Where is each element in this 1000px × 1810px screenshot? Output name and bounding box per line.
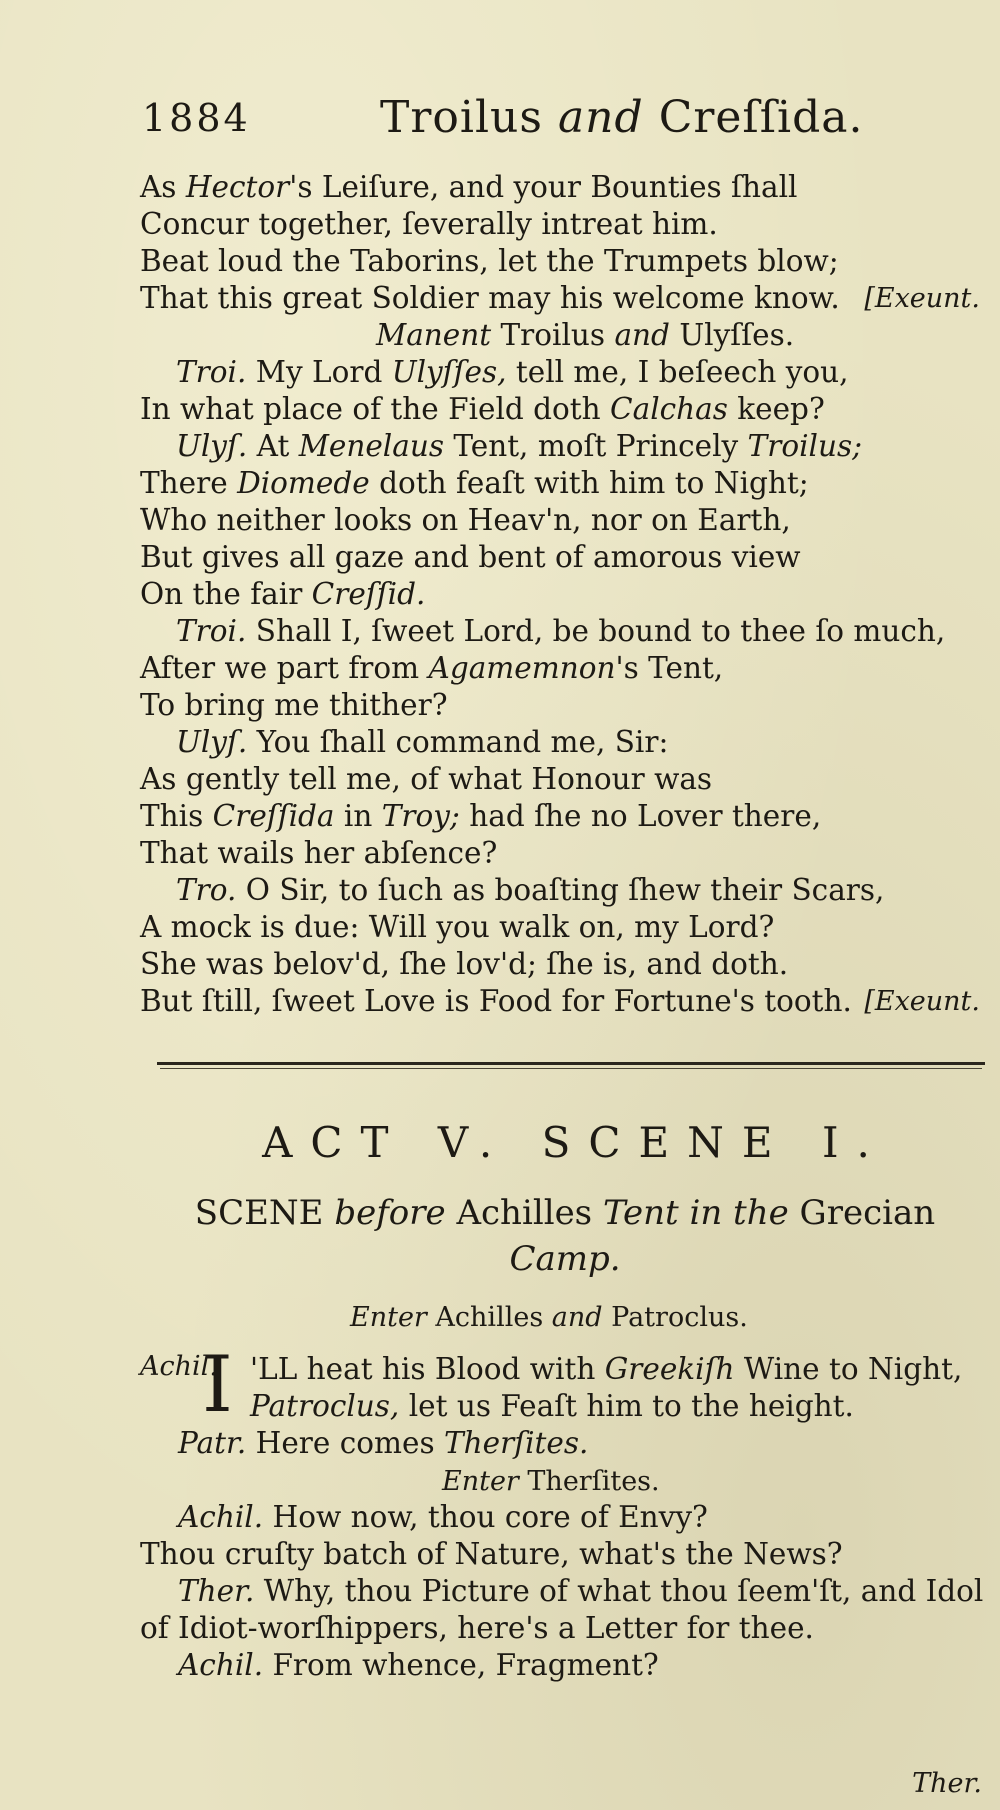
drop-cap: I [202,1340,233,1430]
prior-scene-text [140,170,980,1050]
speech-line: That wails her abſence? [140,836,498,870]
act-heading: ACT V. SCENE I. [262,1118,888,1167]
stage-direction-enter: Enter Achilles and Patroclus. [350,1302,748,1333]
verse-line: Beat loud the Taborins, let the Trumpets blow; [140,244,839,278]
page-number: 1884 [142,96,251,140]
stage-direction-manent: Manent Troilus and Ulyſſes. [376,318,795,352]
speech-line: As gently tell me, of what Honour was [140,762,713,796]
speech-line: Ther. Why, thou Picture of what thou ſeem'ſt, and Idol [178,1574,984,1608]
speech-line: Patr. Here comes Therſites. [178,1426,589,1460]
speech-line: Troi. My Lord Ulyſſes, tell me, I beſeech you, [176,355,849,389]
speech-line: This Creſſida in Troy; had ſhe no Lover there, [140,799,822,833]
verse-line: As Hector's Leiſure, and your Bounties ſhall [140,170,798,204]
speech-line: But ſtill, ſweet Love is Food for Fortune's tooth. [140,984,852,1018]
stage-direction-enter: Enter Therſites. [442,1466,660,1497]
speech-line: On the fair Creſſid. [140,577,426,611]
speech-line: A mock is due: Will you walk on, my Lord? [140,910,775,944]
speech-line: Achil. How now, thou core of Envy? [178,1500,708,1534]
exeunt-direction: [Exeunt. [864,986,980,1017]
section-rule-thin [160,1068,982,1069]
speech-line: Thou cruſty batch of Nature, what's the News? [140,1537,843,1571]
section-rule [157,1062,985,1065]
speech-line: There Diomede doth feaſt with him to Night; [140,466,809,500]
speech-line: 'LL heat his Blood with Greekiſh Wine to Night, [250,1352,963,1386]
speech-line: Troi. Shall I, ſweet Lord, be bound to thee ſo much, [176,614,946,648]
speech-line: of Idiot-worſhippers, here's a Letter for thee. [140,1611,814,1645]
verse-line: That this great Soldier may his welcome know. [140,281,840,315]
speaker-label: Achil. [140,1351,218,1382]
speech-line: To bring me thither? [140,688,448,722]
speech-line: But gives all gaze and bent of amorous view [140,540,801,574]
speech-line: Patroclus, let us Feaſt him to the height. [250,1389,854,1423]
exeunt-direction: [Exeunt. [864,283,980,314]
verse-line: Concur together, ſeverally intreat him. [140,207,718,241]
speech-line: Who neither looks on Heav'n, nor on Earth, [140,503,791,537]
speech-line: Achil. From whence, Fragment? [178,1648,659,1682]
speech-line: In what place of the Field doth Calchas keep? [140,392,825,426]
speech-line: Ulyſ. At Menelaus Tent, moſt Princely Troilus; [176,429,863,463]
speech-line: She was belov'd, ſhe lov'd; ſhe is, and doth. [140,947,789,981]
speech-line: After we part from Agamemnon's Tent, [140,651,724,685]
catchword: Ther. [912,1768,982,1799]
speech-line: Tro. O Sir, to ſuch as boaſting ſhew their Scars, [176,873,885,907]
speech-line: Ulyſ. You ſhall command me, Sir: [176,725,669,759]
running-title: Troilus and Creſſida. [380,92,864,143]
running-header [142,92,862,152]
scene-setting-heading: SCENE before Achilles Tent in the Grecian Camp. [194,1193,936,1279]
